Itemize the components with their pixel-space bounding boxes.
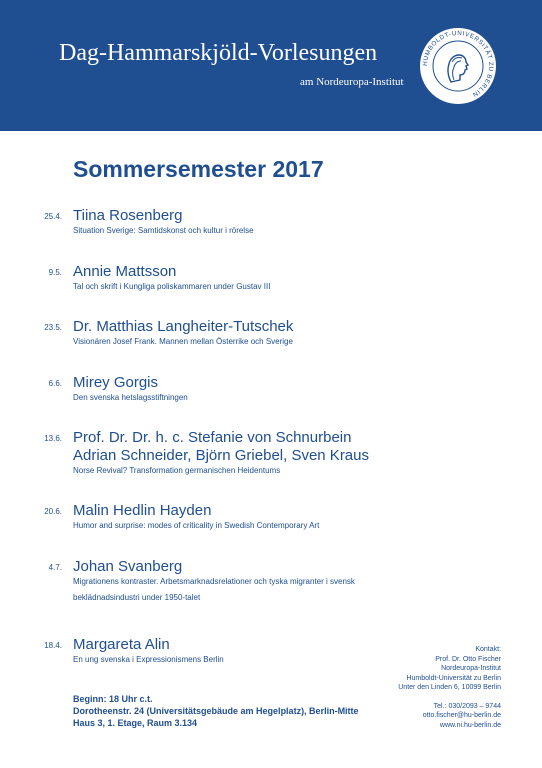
lecture-date: 25.4. xyxy=(44,212,62,221)
lecture-speaker: Tiina Rosenberg xyxy=(73,207,183,224)
lecture-date: 6.6. xyxy=(48,379,62,388)
semester-heading: Sommersemester 2017 xyxy=(73,156,324,182)
contact-website-link[interactable]: www.ni.hu-berlin.de xyxy=(439,721,501,729)
lecture-topic: Migrationens kontraster. Arbetsmarknadsrelationer och tyska migranter i svensk xyxy=(73,577,355,586)
venue-room: Haus 3, 1. Etage, Raum 3.134 xyxy=(73,718,198,728)
page-title: Dag-Hammarskjöld-Vorlesungen xyxy=(59,40,378,66)
lecture-speaker: Malin Hedlin Hayden xyxy=(73,502,212,519)
lecture-date: 13.6. xyxy=(44,434,62,443)
contact-spacer xyxy=(301,693,501,702)
contact-block xyxy=(301,645,501,730)
contact-phone: Tel.: 030/2093 – 9744 xyxy=(433,702,501,710)
lecture-speaker: Mirey Gorgis xyxy=(73,374,159,391)
lecture-topic-continued: beklädnadsindustri under 1950-talet xyxy=(73,593,201,602)
lecture-speaker: Dr. Matthias Langheiter-Tutschek xyxy=(73,318,294,335)
lecture-date: 4.7. xyxy=(48,563,62,572)
lecture-speaker-secondary: Adrian Schneider, Björn Griebel, Sven Kraus xyxy=(73,447,369,464)
lecture-topic: Tal och skrift i Kungliga poliskammaren under Gustav III xyxy=(73,282,271,291)
lecture-speaker: Prof. Dr. Dr. h. c. Stefanie von Schnurbein xyxy=(73,429,352,446)
header-banner xyxy=(0,0,542,131)
page-subtitle: am Nordeuropa-Institut xyxy=(300,76,404,88)
contact-university: Humboldt-Universität zu Berlin xyxy=(406,674,501,682)
svg-text:HUMBOLDT-UNIVERSITÄT ZU BERLIN: HUMBOLDT-UNIVERSITÄT ZU BERLIN xyxy=(421,29,495,99)
lecture-speaker: Annie Mattsson xyxy=(73,263,177,280)
contact-street: Unter den Linden 6, 10099 Berlin xyxy=(398,684,501,691)
lecture-speaker: Johan Svanberg xyxy=(73,558,183,575)
university-seal-icon xyxy=(418,26,498,106)
lecture-topic: Situation Sverige: Samtidskonst och kultur i rörelse xyxy=(73,226,254,235)
lecture-date: 23.5. xyxy=(44,323,62,332)
start-time: Beginn: 18 Uhr c.t. xyxy=(73,694,153,704)
contact-institute: Nordeuropa-Institut xyxy=(441,665,501,672)
lecture-date: 18.4. xyxy=(44,641,62,650)
lecture-topic: Den svenska hetslagsstiftningen xyxy=(73,393,188,402)
lecture-speaker: Margareta Alin xyxy=(73,636,170,653)
lecture-topic: Visionären Josef Frank. Mannen mellan Österrike och Sverige xyxy=(73,337,293,346)
lecture-date: 20.6. xyxy=(44,507,62,516)
lecture-topic: Humor and surprise: modes of criticality in Swedish Contemporary Art xyxy=(73,521,320,530)
lecture-date: 9.5. xyxy=(48,268,62,277)
lecture-topic: En ung svenska i Expressionismens Berlin xyxy=(73,655,224,664)
venue-address: Dorotheenstr. 24 (Universitätsgebäude am Hegelplatz), Berlin-Mitte xyxy=(73,706,359,716)
contact-label: Kontakt: xyxy=(475,646,501,653)
contact-name: Prof. Dr. Otto Fischer xyxy=(435,655,501,663)
contact-email-link[interactable]: otto.fischer@hu-berlin.de xyxy=(422,712,501,719)
lecture-topic: Norse Revival? Transformation germanischen Heidentums xyxy=(73,466,281,475)
